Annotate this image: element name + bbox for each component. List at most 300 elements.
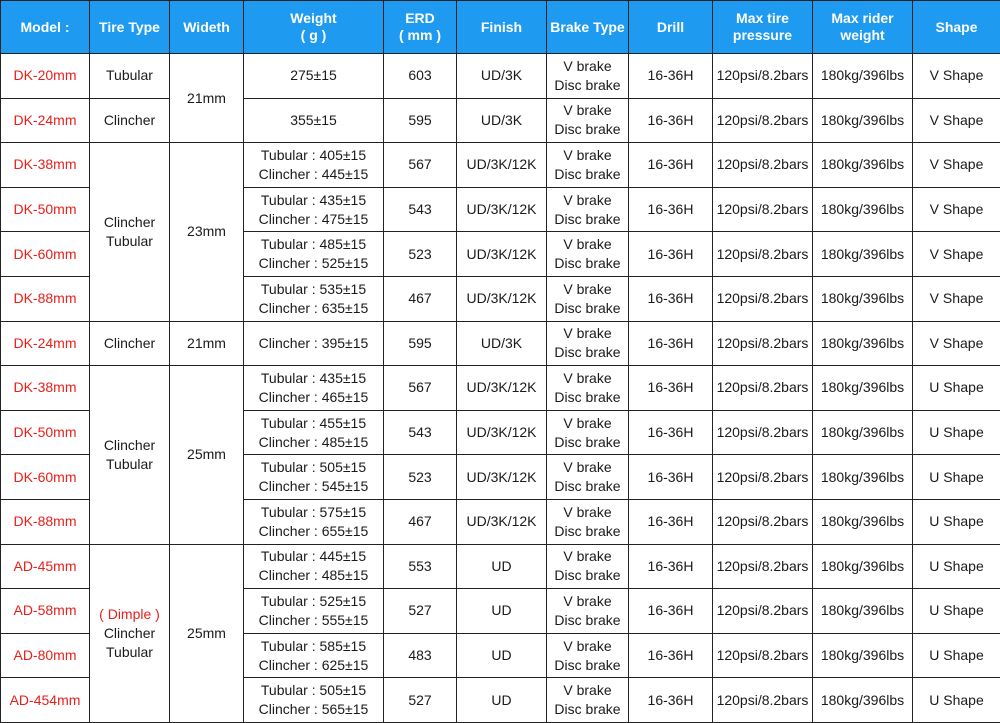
model-cell xyxy=(1,98,90,143)
weight-value: Clincher : 655±15 xyxy=(246,522,381,541)
drill-value: 16-36H xyxy=(648,469,694,485)
erd-cell xyxy=(384,455,457,500)
erd-value: 595 xyxy=(408,112,431,128)
brake-type-value: V brake xyxy=(549,101,626,120)
finish-cell xyxy=(457,98,547,143)
erd-cell xyxy=(384,143,457,188)
weight-value: Clincher : 465±15 xyxy=(246,388,381,407)
shape-cell xyxy=(913,678,1000,723)
shape-value: V Shape xyxy=(930,156,984,172)
finish-value: UD/3K/12K xyxy=(466,424,536,440)
weight-cell xyxy=(244,321,384,366)
finish-value: UD/3K/12K xyxy=(466,201,536,217)
model-name: DK-60mm xyxy=(13,469,76,485)
tire-type-cell xyxy=(90,54,170,99)
weight-value: Clincher : 485±15 xyxy=(246,566,381,585)
max-rider-weight-cell xyxy=(813,455,913,500)
weight-cell xyxy=(244,544,384,589)
header-max-tire-line2: pressure xyxy=(715,27,810,44)
max-tire-pressure-cell xyxy=(713,366,813,411)
max-rider-weight-value: 180kg/396lbs xyxy=(821,558,904,574)
max-rider-weight-value: 180kg/396lbs xyxy=(821,246,904,262)
header-max-tire-line1: Max tire xyxy=(715,10,810,27)
brake-type-value: V brake xyxy=(549,146,626,165)
width-value: 21mm xyxy=(187,335,226,351)
weight-cell xyxy=(244,366,384,411)
model-name: DK-88mm xyxy=(13,513,76,529)
table-header xyxy=(1,1,1000,54)
brake-type-cell xyxy=(547,98,629,143)
width-cell xyxy=(170,54,244,143)
finish-value: UD xyxy=(491,558,511,574)
max-rider-weight-cell xyxy=(813,678,913,723)
erd-value: 553 xyxy=(408,558,431,574)
brake-type-cell xyxy=(547,232,629,277)
model-cell xyxy=(1,455,90,500)
drill-cell xyxy=(629,98,713,143)
finish-value: UD/3K/12K xyxy=(466,469,536,485)
header-max-rider-line2: weight xyxy=(815,27,910,44)
erd-value: 523 xyxy=(408,246,431,262)
max-rider-weight-value: 180kg/396lbs xyxy=(821,602,904,618)
max-rider-weight-value: 180kg/396lbs xyxy=(821,424,904,440)
max-rider-weight-value: 180kg/396lbs xyxy=(821,335,904,351)
shape-cell xyxy=(913,410,1000,455)
shape-cell xyxy=(913,276,1000,321)
model-name: AD-58mm xyxy=(13,602,76,618)
brake-type-cell xyxy=(547,499,629,544)
brake-type-cell xyxy=(547,678,629,723)
max-tire-pressure-cell xyxy=(713,187,813,232)
weight-value: Clincher : 625±15 xyxy=(246,656,381,675)
brake-type-value: Disc brake xyxy=(549,76,626,95)
model-cell xyxy=(1,633,90,678)
finish-cell xyxy=(457,54,547,99)
max-tire-pressure-cell xyxy=(713,276,813,321)
max-tire-pressure-cell xyxy=(713,589,813,634)
drill-cell xyxy=(629,633,713,678)
finish-value: UD/3K/12K xyxy=(466,290,536,306)
brake-type-value: Disc brake xyxy=(549,210,626,229)
header-brake-type-label: Brake Type xyxy=(550,19,624,35)
max-rider-weight-value: 180kg/396lbs xyxy=(821,513,904,529)
max-rider-weight-cell xyxy=(813,633,913,678)
brake-type-value: V brake xyxy=(549,503,626,522)
max-rider-weight-value: 180kg/396lbs xyxy=(821,112,904,128)
drill-cell xyxy=(629,276,713,321)
max-tire-pressure-cell xyxy=(713,455,813,500)
brake-type-value: Disc brake xyxy=(549,477,626,496)
weight-value: Clincher : 395±15 xyxy=(246,334,381,353)
erd-value: 543 xyxy=(408,424,431,440)
table-row xyxy=(1,143,1000,188)
model-cell xyxy=(1,410,90,455)
brake-type-cell xyxy=(547,187,629,232)
table-row xyxy=(1,544,1000,589)
weight-value: Clincher : 525±15 xyxy=(246,254,381,273)
erd-cell xyxy=(384,366,457,411)
finish-cell xyxy=(457,589,547,634)
max-tire-pressure-cell xyxy=(713,321,813,366)
tire-type-label: Tubular xyxy=(92,66,167,85)
brake-type-cell xyxy=(547,455,629,500)
shape-cell xyxy=(913,544,1000,589)
tire-type-label: Tubular xyxy=(92,455,167,474)
drill-value: 16-36H xyxy=(648,647,694,663)
tire-type-cell xyxy=(90,143,170,321)
header-shape xyxy=(913,1,1000,54)
weight-cell xyxy=(244,589,384,634)
drill-cell xyxy=(629,499,713,544)
drill-value: 16-36H xyxy=(648,602,694,618)
shape-value: V Shape xyxy=(930,67,984,83)
tire-type-cell xyxy=(90,98,170,143)
model-name: DK-60mm xyxy=(13,246,76,262)
weight-cell xyxy=(244,187,384,232)
model-cell xyxy=(1,678,90,723)
finish-cell xyxy=(457,143,547,188)
max-tire-pressure-value: 120psi/8.2bars xyxy=(717,67,809,83)
brake-type-value: Disc brake xyxy=(549,388,626,407)
max-tire-pressure-value: 120psi/8.2bars xyxy=(717,335,809,351)
weight-value: Tubular : 405±15 xyxy=(246,146,381,165)
header-row xyxy=(1,1,1000,54)
drill-value: 16-36H xyxy=(648,558,694,574)
weight-cell xyxy=(244,678,384,723)
max-rider-weight-cell xyxy=(813,98,913,143)
weight-value: Tubular : 435±15 xyxy=(246,191,381,210)
max-rider-weight-value: 180kg/396lbs xyxy=(821,469,904,485)
brake-type-value: V brake xyxy=(549,414,626,433)
width-value: 21mm xyxy=(187,90,226,106)
weight-value: Clincher : 635±15 xyxy=(246,299,381,318)
header-drill-label: Drill xyxy=(657,19,684,35)
header-max-rider-weight xyxy=(813,1,913,54)
brake-type-value: V brake xyxy=(549,681,626,700)
model-cell xyxy=(1,366,90,411)
drill-cell xyxy=(629,321,713,366)
drill-cell xyxy=(629,366,713,411)
brake-type-cell xyxy=(547,54,629,99)
max-tire-pressure-cell xyxy=(713,633,813,678)
model-cell xyxy=(1,276,90,321)
table-body xyxy=(1,54,1000,723)
model-cell xyxy=(1,187,90,232)
model-name: DK-24mm xyxy=(13,112,76,128)
drill-value: 16-36H xyxy=(648,290,694,306)
finish-cell xyxy=(457,499,547,544)
erd-cell xyxy=(384,321,457,366)
brake-type-value: Disc brake xyxy=(549,120,626,139)
model-name: DK-20mm xyxy=(13,67,76,83)
shape-value: V Shape xyxy=(930,201,984,217)
max-rider-weight-cell xyxy=(813,366,913,411)
drill-cell xyxy=(629,187,713,232)
erd-value: 595 xyxy=(408,335,431,351)
finish-value: UD xyxy=(491,602,511,618)
erd-cell xyxy=(384,54,457,99)
tire-type-label: Tubular xyxy=(92,643,167,662)
erd-value: 467 xyxy=(408,513,431,529)
model-cell xyxy=(1,544,90,589)
drill-value: 16-36H xyxy=(648,692,694,708)
finish-cell xyxy=(457,633,547,678)
weight-value: 275±15 xyxy=(246,66,381,85)
max-rider-weight-cell xyxy=(813,321,913,366)
header-weight-line2: ( g ) xyxy=(246,27,381,44)
brake-type-value: Disc brake xyxy=(549,566,626,585)
erd-cell xyxy=(384,499,457,544)
weight-value: Tubular : 435±15 xyxy=(246,369,381,388)
max-tire-pressure-value: 120psi/8.2bars xyxy=(717,379,809,395)
brake-type-value: V brake xyxy=(549,458,626,477)
finish-value: UD/3K/12K xyxy=(466,246,536,262)
tire-type-label: Tubular xyxy=(92,232,167,251)
finish-value: UD/3K/12K xyxy=(466,156,536,172)
max-tire-pressure-cell xyxy=(713,54,813,99)
finish-value: UD/3K/12K xyxy=(466,379,536,395)
brake-type-value: V brake xyxy=(549,369,626,388)
brake-type-cell xyxy=(547,276,629,321)
finish-value: UD xyxy=(491,647,511,663)
model-name: DK-38mm xyxy=(13,379,76,395)
tire-type-label: Clincher xyxy=(92,334,167,353)
drill-cell xyxy=(629,589,713,634)
max-rider-weight-cell xyxy=(813,410,913,455)
model-cell xyxy=(1,589,90,634)
weight-cell xyxy=(244,410,384,455)
model-name: DK-88mm xyxy=(13,290,76,306)
weight-cell xyxy=(244,143,384,188)
max-rider-weight-cell xyxy=(813,143,913,188)
brake-type-value: V brake xyxy=(549,547,626,566)
header-finish-label: Finish xyxy=(481,19,522,35)
header-max-tire-pressure xyxy=(713,1,813,54)
weight-value: Tubular : 585±15 xyxy=(246,637,381,656)
dimple-label: ( Dimple ) xyxy=(92,605,167,624)
max-rider-weight-value: 180kg/396lbs xyxy=(821,156,904,172)
model-cell xyxy=(1,499,90,544)
erd-value: 543 xyxy=(408,201,431,217)
max-rider-weight-cell xyxy=(813,589,913,634)
weight-value: Clincher : 545±15 xyxy=(246,477,381,496)
shape-cell xyxy=(913,499,1000,544)
shape-cell xyxy=(913,187,1000,232)
weight-value: Tubular : 485±15 xyxy=(246,235,381,254)
weight-cell xyxy=(244,499,384,544)
width-value: 23mm xyxy=(187,223,226,239)
shape-cell xyxy=(913,455,1000,500)
finish-value: UD/3K xyxy=(481,335,522,351)
header-model xyxy=(1,1,90,54)
shape-value: U Shape xyxy=(929,602,983,618)
max-rider-weight-value: 180kg/396lbs xyxy=(821,201,904,217)
weight-value: Clincher : 445±15 xyxy=(246,165,381,184)
max-tire-pressure-value: 120psi/8.2bars xyxy=(717,513,809,529)
shape-cell xyxy=(913,98,1000,143)
erd-value: 527 xyxy=(408,602,431,618)
weight-value: Tubular : 575±15 xyxy=(246,503,381,522)
brake-type-value: Disc brake xyxy=(549,611,626,630)
max-tire-pressure-cell xyxy=(713,678,813,723)
max-tire-pressure-value: 120psi/8.2bars xyxy=(717,692,809,708)
tire-type-label: Clincher xyxy=(92,213,167,232)
brake-type-value: Disc brake xyxy=(549,522,626,541)
erd-value: 567 xyxy=(408,379,431,395)
weight-value: Tubular : 525±15 xyxy=(246,592,381,611)
max-tire-pressure-cell xyxy=(713,544,813,589)
shape-cell xyxy=(913,54,1000,99)
width-cell xyxy=(170,321,244,366)
weight-value: Clincher : 555±15 xyxy=(246,611,381,630)
max-tire-pressure-value: 120psi/8.2bars xyxy=(717,602,809,618)
model-name: DK-50mm xyxy=(13,424,76,440)
model-name: DK-24mm xyxy=(13,335,76,351)
brake-type-value: V brake xyxy=(549,592,626,611)
shape-cell xyxy=(913,589,1000,634)
weight-value: Tubular : 535±15 xyxy=(246,280,381,299)
width-value: 25mm xyxy=(187,446,226,462)
brake-type-value: Disc brake xyxy=(549,433,626,452)
tire-type-cell xyxy=(90,321,170,366)
width-cell xyxy=(170,366,244,544)
model-name: DK-38mm xyxy=(13,156,76,172)
brake-type-value: V brake xyxy=(549,280,626,299)
max-tire-pressure-value: 120psi/8.2bars xyxy=(717,558,809,574)
finish-value: UD xyxy=(491,692,511,708)
weight-cell xyxy=(244,54,384,99)
model-cell xyxy=(1,232,90,277)
max-tire-pressure-cell xyxy=(713,98,813,143)
shape-value: V Shape xyxy=(930,112,984,128)
max-rider-weight-value: 180kg/396lbs xyxy=(821,290,904,306)
erd-cell xyxy=(384,232,457,277)
weight-cell xyxy=(244,232,384,277)
max-tire-pressure-value: 120psi/8.2bars xyxy=(717,290,809,306)
tire-type-label: Clincher xyxy=(92,436,167,455)
drill-value: 16-36H xyxy=(648,112,694,128)
max-tire-pressure-cell xyxy=(713,143,813,188)
erd-cell xyxy=(384,544,457,589)
header-model-label: Model : xyxy=(21,19,70,35)
brake-type-value: Disc brake xyxy=(549,700,626,719)
drill-cell xyxy=(629,232,713,277)
shape-cell xyxy=(913,232,1000,277)
header-width xyxy=(170,1,244,54)
header-tire-type xyxy=(90,1,170,54)
header-finish xyxy=(457,1,547,54)
shape-value: U Shape xyxy=(929,469,983,485)
erd-value: 603 xyxy=(408,67,431,83)
erd-cell xyxy=(384,410,457,455)
brake-type-cell xyxy=(547,589,629,634)
drill-cell xyxy=(629,143,713,188)
finish-cell xyxy=(457,544,547,589)
weight-cell xyxy=(244,98,384,143)
model-name: AD-454mm xyxy=(10,692,81,708)
table-row xyxy=(1,54,1000,99)
drill-value: 16-36H xyxy=(648,335,694,351)
drill-value: 16-36H xyxy=(648,513,694,529)
max-rider-weight-value: 180kg/396lbs xyxy=(821,67,904,83)
shape-cell xyxy=(913,321,1000,366)
model-name: AD-45mm xyxy=(13,558,76,574)
max-rider-weight-value: 180kg/396lbs xyxy=(821,647,904,663)
max-rider-weight-cell xyxy=(813,276,913,321)
erd-cell xyxy=(384,633,457,678)
shape-value: U Shape xyxy=(929,558,983,574)
drill-value: 16-36H xyxy=(648,156,694,172)
max-tire-pressure-value: 120psi/8.2bars xyxy=(717,112,809,128)
brake-type-value: Disc brake xyxy=(549,656,626,675)
shape-value: U Shape xyxy=(929,513,983,529)
weight-cell xyxy=(244,633,384,678)
drill-cell xyxy=(629,678,713,723)
erd-value: 483 xyxy=(408,647,431,663)
brake-type-cell xyxy=(547,321,629,366)
header-weight xyxy=(244,1,384,54)
finish-cell xyxy=(457,232,547,277)
brake-type-cell xyxy=(547,544,629,589)
weight-value: Tubular : 505±15 xyxy=(246,458,381,477)
max-tire-pressure-cell xyxy=(713,410,813,455)
weight-value: Tubular : 445±15 xyxy=(246,547,381,566)
brake-type-value: V brake xyxy=(549,57,626,76)
weight-value: Clincher : 485±15 xyxy=(246,433,381,452)
max-tire-pressure-value: 120psi/8.2bars xyxy=(717,469,809,485)
brake-type-value: Disc brake xyxy=(549,299,626,318)
table-row xyxy=(1,321,1000,366)
drill-cell xyxy=(629,544,713,589)
model-name: DK-50mm xyxy=(13,201,76,217)
brake-type-value: V brake xyxy=(549,191,626,210)
finish-value: UD/3K xyxy=(481,67,522,83)
shape-cell xyxy=(913,633,1000,678)
tire-type-label: Clincher xyxy=(92,111,167,130)
shape-value: U Shape xyxy=(929,692,983,708)
brake-type-value: V brake xyxy=(549,637,626,656)
brake-type-cell xyxy=(547,366,629,411)
shape-cell xyxy=(913,143,1000,188)
finish-cell xyxy=(457,366,547,411)
erd-cell xyxy=(384,276,457,321)
max-rider-weight-cell xyxy=(813,54,913,99)
shape-value: U Shape xyxy=(929,647,983,663)
max-tire-pressure-cell xyxy=(713,499,813,544)
shape-value: V Shape xyxy=(930,290,984,306)
model-cell xyxy=(1,321,90,366)
table-row xyxy=(1,98,1000,143)
shape-value: U Shape xyxy=(929,379,983,395)
tire-type-label: Clincher xyxy=(92,624,167,643)
drill-value: 16-36H xyxy=(648,424,694,440)
header-weight-line1: Weight xyxy=(246,10,381,27)
erd-cell xyxy=(384,187,457,232)
model-cell xyxy=(1,143,90,188)
shape-value: V Shape xyxy=(930,335,984,351)
finish-value: UD/3K/12K xyxy=(466,513,536,529)
drill-value: 16-36H xyxy=(648,246,694,262)
weight-value: 355±15 xyxy=(246,111,381,130)
erd-cell xyxy=(384,678,457,723)
finish-cell xyxy=(457,276,547,321)
max-tire-pressure-value: 120psi/8.2bars xyxy=(717,647,809,663)
finish-cell xyxy=(457,410,547,455)
max-rider-weight-value: 180kg/396lbs xyxy=(821,692,904,708)
header-brake-type xyxy=(547,1,629,54)
finish-cell xyxy=(457,678,547,723)
drill-value: 16-36H xyxy=(648,67,694,83)
